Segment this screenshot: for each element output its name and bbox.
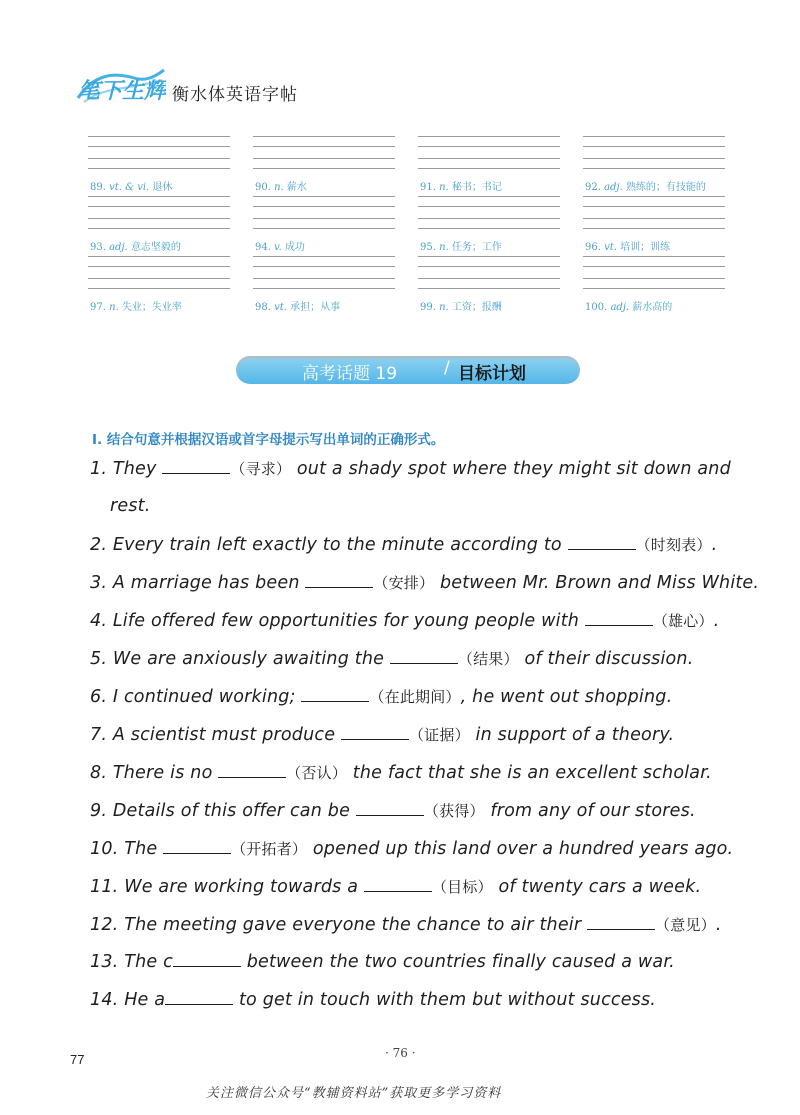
- writing-line: [418, 168, 560, 169]
- exercise-text: between Mr. Brown and Miss White.: [434, 573, 760, 593]
- exercise-line: [90, 686, 672, 707]
- footer-note: 关注微信公众号“教辅资料站”获取更多学习资料: [206, 1086, 502, 1101]
- exercise-line: [90, 762, 712, 783]
- writing-line: [88, 158, 230, 159]
- exercise-text: 12. The meeting gave everyone the chance to air their: [90, 915, 588, 935]
- vocab-meaning: 意志坚毅的: [130, 242, 181, 253]
- writing-line: [88, 266, 230, 267]
- header-subtitle: 衡水体英语字帖: [172, 85, 298, 105]
- writing-line: [88, 218, 230, 219]
- vocab-label: [255, 298, 340, 313]
- chinese-hint: （时刻表）: [635, 536, 712, 554]
- exercise-text: in support of a theory.: [469, 725, 675, 745]
- exercise-text: 11. We are working towards a: [90, 877, 364, 897]
- writing-line: [88, 168, 230, 169]
- vocab-pos: n.: [439, 302, 449, 313]
- answer-blank[interactable]: [364, 877, 432, 892]
- answer-blank[interactable]: [218, 763, 286, 778]
- chinese-hint: （安排）: [373, 574, 435, 592]
- exercise-text: to get in touch with them but without success.: [233, 990, 657, 1010]
- vocab-meaning: 熟练的；有技能的: [625, 182, 706, 193]
- vocab-pos: n.: [109, 302, 119, 313]
- vocab-label: [90, 178, 172, 193]
- exercise-text: 3. A marriage has been: [90, 573, 306, 593]
- vocab-number: 98.: [255, 302, 271, 313]
- answer-blank[interactable]: [163, 839, 231, 854]
- writing-line: [418, 146, 560, 147]
- answer-blank[interactable]: [301, 687, 369, 702]
- answer-blank[interactable]: [165, 990, 233, 1005]
- exercise-text: rest.: [110, 496, 151, 516]
- writing-line: [253, 196, 395, 197]
- vocab-pos: n.: [439, 242, 449, 253]
- answer-blank[interactable]: [587, 915, 655, 930]
- page-number: · 76 ·: [385, 1046, 416, 1060]
- writing-line: [253, 168, 395, 169]
- writing-line: [253, 256, 395, 257]
- exercise-text: .: [715, 915, 722, 935]
- writing-line: [583, 266, 725, 267]
- vocab-number: 100.: [585, 302, 608, 313]
- chinese-hint: （寻求）: [230, 460, 292, 478]
- exercise-text: 4. Life offered few opportunities for young people with: [90, 611, 585, 631]
- writing-line: [88, 288, 230, 289]
- logo-text: 笔下生辉: [78, 79, 166, 104]
- writing-line: [253, 158, 395, 159]
- answer-blank[interactable]: [356, 801, 424, 816]
- vocab-number: 92.: [585, 182, 601, 193]
- exercise-text: 5. We are anxiously awaiting the: [90, 649, 390, 669]
- vocab-number: 90.: [255, 182, 271, 193]
- vocab-label: [90, 298, 182, 313]
- exercise-text: opened up this land over a hundred years ago.: [307, 839, 734, 859]
- vocab-meaning: 成功: [284, 242, 305, 253]
- vocab-label: [420, 178, 502, 193]
- vocab-meaning: 秘书；书记: [451, 182, 502, 193]
- writing-line: [583, 196, 725, 197]
- exercise-line: [90, 914, 722, 935]
- answer-blank[interactable]: [390, 649, 458, 664]
- vocab-label: [420, 238, 502, 253]
- exercise-line: [90, 724, 674, 745]
- exercise-line: [90, 876, 701, 897]
- writing-line: [583, 228, 725, 229]
- writing-line: [583, 168, 725, 169]
- answer-blank[interactable]: [305, 573, 373, 588]
- vocab-number: 99.: [420, 302, 436, 313]
- chinese-hint: （获得）: [423, 802, 485, 820]
- exercise-text: .: [713, 611, 720, 631]
- answer-blank[interactable]: [162, 459, 230, 474]
- exercise-text: , he went out shopping.: [460, 687, 673, 707]
- vocab-number: 96.: [585, 242, 601, 253]
- vocab-pos: n.: [274, 182, 284, 193]
- writing-line: [253, 136, 395, 137]
- writing-line: [88, 206, 230, 207]
- writing-line: [418, 288, 560, 289]
- writing-line: [253, 206, 395, 207]
- writing-line: [583, 146, 725, 147]
- vocab-pos: vt.: [274, 302, 287, 313]
- writing-line: [583, 136, 725, 137]
- writing-line: [418, 228, 560, 229]
- vocab-pos: v.: [274, 242, 282, 253]
- vocab-pos: vt.: [604, 242, 617, 253]
- writing-line: [253, 228, 395, 229]
- writing-line: [88, 136, 230, 137]
- vocab-meaning: 工资；报酬: [451, 302, 502, 313]
- banner-title: 目标计划: [458, 364, 526, 384]
- exercise-text: 6. I continued working;: [90, 687, 302, 707]
- banner-slash: /: [444, 358, 450, 378]
- vocab-pos: adj.: [610, 302, 630, 313]
- writing-line: [583, 158, 725, 159]
- exercise-text: 14. He a: [90, 990, 166, 1010]
- vocab-meaning: 退休: [152, 182, 173, 193]
- writing-line: [253, 266, 395, 267]
- answer-blank[interactable]: [568, 535, 636, 550]
- vocab-grid: [0, 0, 800, 330]
- vocab-meaning: 培训；训练: [620, 242, 671, 253]
- vocab-number: 93.: [90, 242, 106, 253]
- writing-line: [583, 206, 725, 207]
- vocab-label: [90, 238, 181, 253]
- vocab-label: [255, 178, 307, 193]
- writing-line: [253, 218, 395, 219]
- exercise-line: [90, 990, 656, 1010]
- writing-line: [418, 218, 560, 219]
- exercise-instruction: I. 结合句意并根据汉语或首字母提示写出单词的正确形式。: [92, 432, 445, 448]
- exercise-line: [90, 648, 693, 669]
- banner-topic: 高考话题 19: [302, 364, 398, 384]
- topic-banner: [236, 356, 580, 384]
- vocab-number: 95.: [420, 242, 436, 253]
- writing-line: [418, 266, 560, 267]
- exercise-line: [90, 838, 733, 859]
- vocab-pos: vt. & vi.: [109, 182, 150, 193]
- footer-left-number: 77: [70, 1052, 85, 1067]
- chinese-hint: （雄心）: [652, 612, 714, 630]
- writing-line: [88, 228, 230, 229]
- writing-line: [88, 256, 230, 257]
- writing-line: [418, 158, 560, 159]
- vocab-label: [585, 178, 706, 193]
- exercise-text: 1. They: [90, 459, 163, 479]
- chinese-hint: （目标）: [431, 878, 493, 896]
- exercise-line: [90, 572, 759, 593]
- vocab-label: [255, 238, 305, 253]
- exercise-line: [90, 952, 675, 972]
- chinese-hint: （在此期间）: [369, 688, 461, 706]
- exercise-text: of twenty cars a week.: [492, 877, 702, 897]
- vocab-meaning: 承担；从事: [290, 302, 341, 313]
- writing-line: [418, 278, 560, 279]
- answer-blank[interactable]: [585, 611, 653, 626]
- exercise-text: .: [711, 535, 718, 555]
- writing-line: [88, 278, 230, 279]
- answer-blank[interactable]: [173, 952, 241, 967]
- exercise-line: [110, 496, 151, 516]
- chinese-hint: （结果）: [457, 650, 519, 668]
- exercise-text: between the two countries finally caused a war.: [240, 952, 675, 972]
- writing-line: [253, 288, 395, 289]
- writing-line: [88, 146, 230, 147]
- exercise-line: [90, 458, 731, 479]
- writing-line: [583, 288, 725, 289]
- exercise-text: out a shady spot where they might sit down and: [291, 459, 731, 479]
- vocab-meaning: 失业；失业率: [121, 302, 182, 313]
- writing-line: [418, 256, 560, 257]
- exercise-text: of their discussion.: [518, 649, 694, 669]
- vocab-pos: n.: [439, 182, 449, 193]
- exercise-text: 9. Details of this offer can be: [90, 801, 356, 821]
- vocab-meaning: 任务；工作: [451, 242, 502, 253]
- vocab-label: [585, 238, 670, 253]
- writing-line: [583, 218, 725, 219]
- vocab-label: [420, 298, 502, 313]
- exercise-line: [90, 610, 719, 631]
- exercise-text: 7. A scientist must produce: [90, 725, 341, 745]
- vocab-number: 89.: [90, 182, 106, 193]
- chinese-hint: （证据）: [408, 726, 470, 744]
- vocab-number: 91.: [420, 182, 436, 193]
- vocab-meaning: 薪水高的: [632, 302, 673, 313]
- exercise-text: 10. The: [90, 839, 164, 859]
- vocab-number: 94.: [255, 242, 271, 253]
- vocab-pos: adj.: [109, 242, 128, 253]
- exercise-text: 8. There is no: [90, 763, 219, 783]
- chinese-hint: （意见）: [655, 916, 716, 934]
- exercise-line: [90, 534, 717, 555]
- writing-line: [418, 206, 560, 207]
- writing-line: [88, 196, 230, 197]
- vocab-pos: adj.: [604, 182, 623, 193]
- exercise-text: 13. The c: [90, 952, 173, 972]
- vocab-meaning: 薪水: [286, 182, 307, 193]
- chinese-hint: （否认）: [286, 764, 348, 782]
- exercise-line: [90, 800, 696, 821]
- answer-blank[interactable]: [341, 725, 409, 740]
- exercise-text: 2. Every train left exactly to the minute according to: [90, 535, 568, 555]
- writing-line: [418, 196, 560, 197]
- writing-line: [583, 256, 725, 257]
- vocab-number: 97.: [90, 302, 106, 313]
- writing-line: [583, 278, 725, 279]
- writing-line: [418, 136, 560, 137]
- writing-line: [253, 146, 395, 147]
- exercise-text: the fact that she is an excellent scholar.: [347, 763, 712, 783]
- writing-line: [253, 278, 395, 279]
- vocab-label: [585, 298, 672, 313]
- exercise-text: from any of our stores.: [484, 801, 696, 821]
- chinese-hint: （开拓者）: [231, 840, 308, 858]
